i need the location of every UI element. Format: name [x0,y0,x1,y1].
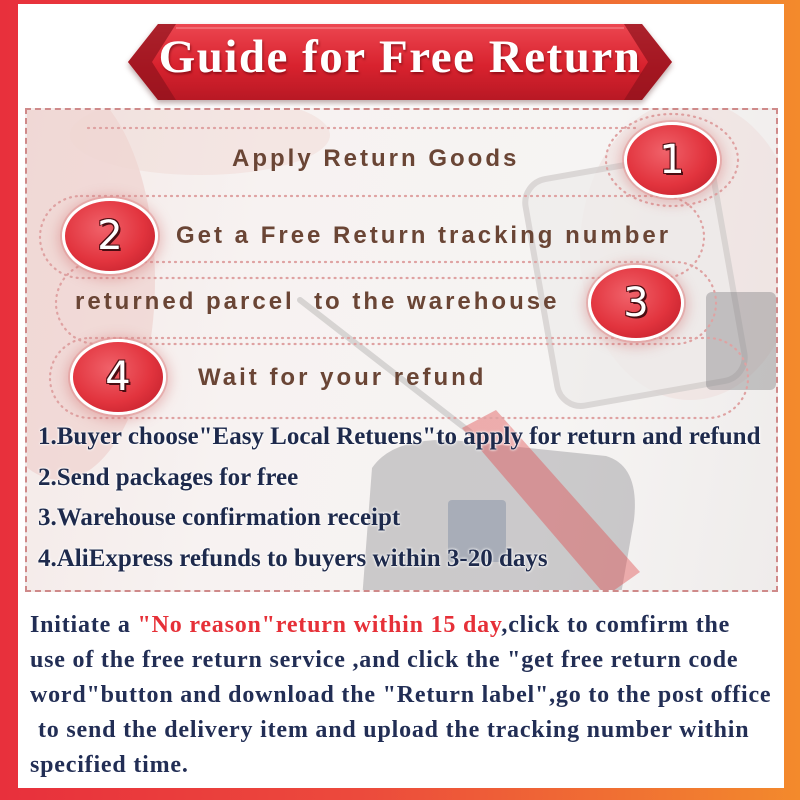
notice-line-2: use of the free return service ,and click the "get free return code [30,647,739,673]
notice-line-1-suffix: ,click to comfirm the [501,612,731,638]
step-4-number: 4 [105,354,131,400]
banner-title: Guide for Free Return [158,31,642,83]
step-2-number: 2 [97,213,123,259]
notice-paragraph [30,612,780,787]
step-3-label: returned parcel to the warehouse [75,288,560,315]
dark-part-shape [706,292,776,390]
step-2-badge [62,198,158,274]
notice-line-3: word"button and download the "Return label",go to the post office [30,682,772,708]
step-1-badge [624,122,720,198]
notice-line-4: to send the delivery item and upload the tracking number within [38,717,750,743]
instruction-1: 1.Buyer choose"Easy Local Retuens"to apply for return and refund [38,423,761,450]
step-4-badge [70,339,166,415]
notice-line-5: specified time. [30,752,189,778]
notice-line-1-prefix: Initiate a [30,612,138,638]
step-4-label: Wait for your refund [198,364,487,391]
notice-line-1 [30,612,780,647]
step-3-number: 3 [623,280,649,326]
step-1-number: 1 [659,137,685,183]
step-3-badge [588,265,684,341]
step-2-label: Get a Free Return tracking number [176,222,672,249]
instruction-2: 2.Send packages for free [38,464,299,491]
instruction-4: 4.AliExpress refunds to buyers within 3-20 days [38,545,548,572]
notice-highlight: "No reason"return within 15 day [137,612,502,638]
instruction-3: 3.Warehouse confirmation receipt [38,504,401,531]
step-1-label: Apply Return Goods [232,145,520,172]
